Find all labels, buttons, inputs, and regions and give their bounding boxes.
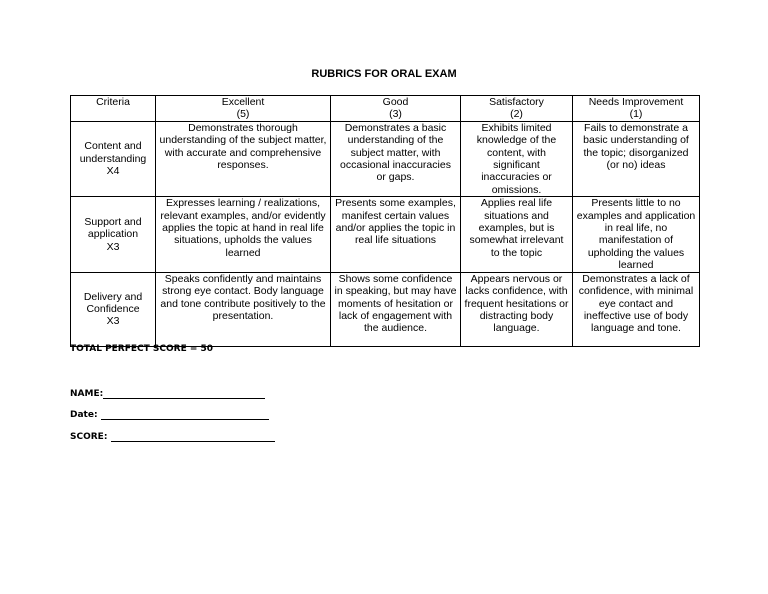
- criteria-weight: X3: [106, 315, 120, 328]
- good-cell: Shows some confidence in speaking, but may have moments of hesitation or lack of engagement with the audience.: [331, 272, 461, 346]
- name-field: [70, 388, 265, 399]
- date-field: [70, 409, 269, 420]
- good-cell: Presents some examples, manifest certain values and/or applies the topic in real life situations: [331, 197, 461, 272]
- header-criteria: [71, 96, 156, 122]
- header-excellent: [156, 96, 331, 122]
- header-good-points: (3): [389, 108, 402, 121]
- criteria-weight: X4: [106, 165, 120, 178]
- needs-improvement-cell: Demonstrates a lack of confidence, with minimal eye contact and ineffective use of body language and tone.: [573, 272, 700, 346]
- score-field-label: SCORE:: [70, 432, 108, 442]
- header-needs-improvement-points: (1): [629, 108, 643, 121]
- date-field-label: Date:: [70, 410, 98, 420]
- rubric-table: [70, 95, 700, 347]
- criteria-cell: [71, 272, 156, 346]
- total-perfect-score: TOTAL PERFECT SCORE = 50: [70, 344, 214, 354]
- header-needs-improvement: [573, 96, 700, 122]
- table-row: [71, 272, 700, 346]
- criteria-weight: X3: [106, 240, 120, 253]
- criteria-cell: [71, 121, 156, 196]
- header-satisfactory-label: Satisfactory: [489, 96, 544, 108]
- name-field-label: NAME:: [70, 389, 104, 399]
- satisfactory-cell: Appears nervous or lacks confidence, with frequent hesitations or distracting body language.: [461, 272, 573, 346]
- good-cell: Demonstrates a basic understanding of the subject matter, with occasional inaccuracies or gaps.: [331, 121, 461, 196]
- excellent-cell: Expresses learning / realizations, relevant examples, and/or evidently applies the topic at hand in real life situations, upholds the values learned: [156, 197, 331, 272]
- criteria-name: Support and application: [84, 215, 142, 241]
- date-field-line[interactable]: [101, 409, 269, 420]
- excellent-cell: Demonstrates thorough understanding of the subject matter, with accurate and comprehensive responses.: [156, 121, 331, 196]
- needs-improvement-cell: Presents little to no examples and application in real life, no manifestation of upholding the values learned: [573, 197, 700, 272]
- table-row: [71, 197, 700, 272]
- header-satisfactory: [461, 96, 573, 122]
- header-criteria-label: Criteria: [96, 96, 130, 108]
- name-field-line[interactable]: [103, 388, 265, 399]
- header-good-label: Good: [382, 96, 409, 108]
- table-row: [71, 121, 700, 196]
- header-good: [331, 96, 461, 122]
- criteria-name: Content and understanding: [79, 140, 147, 165]
- score-field-line[interactable]: [111, 431, 275, 442]
- header-row: [71, 96, 700, 122]
- criteria-cell: [71, 197, 156, 272]
- header-excellent-label: Excellent: [221, 96, 265, 108]
- excellent-cell: Speaks confidently and maintains strong eye contact. Body language and tone contribute positively to the presentation.: [156, 272, 331, 346]
- satisfactory-cell: Exhibits limited knowledge of the content, with significant inaccuracies or omissions.: [461, 121, 573, 196]
- needs-improvement-cell: Fails to demonstrate a basic understanding of the topic; disorganized (or no) ideas: [573, 121, 700, 196]
- satisfactory-cell: Applies real life situations and examples, but is somewhat irrelevant to the topic: [461, 197, 573, 272]
- header-satisfactory-points: (2): [510, 108, 523, 121]
- document-title: RUBRICS FOR ORAL EXAM: [311, 68, 457, 80]
- header-needs-improvement-label: Needs Improvement: [588, 96, 684, 108]
- criteria-name: Delivery and Confidence: [83, 290, 143, 315]
- score-field: [70, 431, 275, 442]
- header-excellent-points: (5): [236, 108, 250, 121]
